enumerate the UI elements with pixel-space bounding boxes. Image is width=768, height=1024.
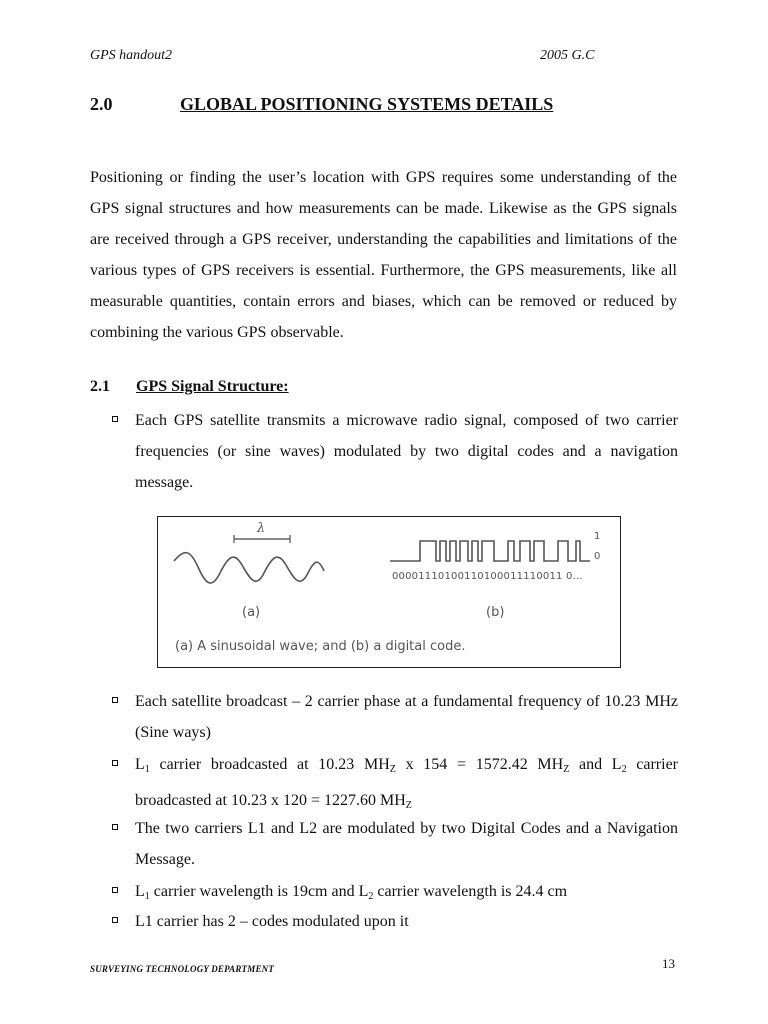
list-item-text: The two carriers L1 and L2 are modulated by two Digital Codes and a Navigation Message. (135, 820, 678, 868)
binary-code-label: 00001110100110100011110011 0... (392, 571, 583, 582)
bit-one-label: 1 (594, 531, 601, 542)
running-header-left: GPS handout2 (90, 48, 173, 63)
list-item-text: Each GPS satellite transmits a microwave radio signal, composed of two carrier frequencies (or sine waves) modulated by two digital codes and a navigation message. (135, 412, 678, 491)
list-item (112, 906, 678, 937)
square-bullet-icon (112, 887, 118, 893)
lambda-symbol: λ (257, 521, 266, 536)
square-bullet-icon (112, 824, 118, 830)
figure-caption: (a) A sinusoidal wave; and (b) a digital code. (175, 639, 466, 654)
section-title: GLOBAL POSITIONING SYSTEMS DETAILS (180, 94, 554, 114)
figure-label-b: (b) (486, 605, 505, 620)
list-item (112, 749, 678, 821)
bit-zero-label: 0 (594, 551, 601, 562)
list-item-text: L1 carrier has 2 – codes modulated upon it (135, 913, 409, 930)
subsection-number: 2.1 (90, 378, 110, 395)
square-bullet-icon (112, 697, 118, 703)
list-item (112, 405, 678, 498)
list-item-text: $L_1$ carrier wavelength is 19cm and $L_2$ carrier wavelength is 24.4 cm (135, 883, 568, 902)
list-item-text: $L_1$ carrier broadcasted at 10.23 $MH_Z$ x 154 = 1572.42 $MH_Z$ and $L_2$ carrier broadcasted at 10.23 x 120 = 1227.60 $MH_Z$ (135, 756, 679, 811)
square-bullet-icon (112, 416, 118, 422)
square-bullet-icon (112, 917, 118, 923)
subsection-title: GPS Signal Structure: (136, 378, 289, 395)
footer-department: SURVEYING TECHNOLOGY DEPARTMENT (90, 964, 275, 974)
running-header-right: 2005 G.C (540, 48, 595, 63)
page-number: 13 (662, 956, 675, 971)
digital-code-wave (390, 541, 590, 561)
sine-wave (174, 553, 324, 583)
square-bullet-icon (112, 760, 118, 766)
signal-figure (157, 516, 621, 668)
figure-label-a: (a) (242, 605, 261, 620)
list-item-text: Each satellite broadcast – 2 carrier phase at a fundamental frequency of 10.23 MHz (Sine ways) (135, 693, 678, 741)
intro-paragraph: Positioning or finding the user’s location with GPS requires some understanding of the GPS signal structures and how measurements can be made. Likewise as the GPS signals are received through a GPS receiver, understanding the capabilities and limitations of the various types of GPS receivers is essential. Furthermore, the GPS measurements, like all measurable quantities, contain errors and biases, which can be removed or reduced by combining the various GPS observable. (90, 169, 677, 341)
list-item (112, 686, 678, 748)
section-number: 2.0 (90, 94, 113, 114)
list-item (112, 813, 678, 875)
